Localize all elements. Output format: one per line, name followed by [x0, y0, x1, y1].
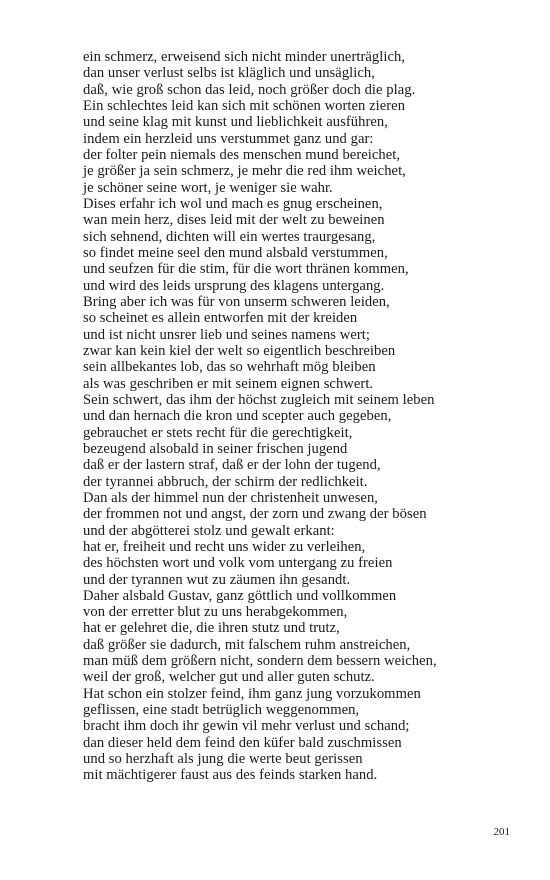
verse-line: daß, wie groß schon das leid, noch größer doch die plag. — [83, 81, 416, 98]
verse-line: weil der groß, welcher gut und aller guten schutz. — [83, 669, 375, 686]
verse-line: daß er der lastern straf, daß er der lohn der tugend, — [83, 457, 381, 474]
verse-line: bracht ihm doch ihr gewin vil mehr verlust und schand; — [83, 718, 410, 735]
verse-line: hat er, freiheit und recht uns wider zu verleihen, — [83, 538, 366, 555]
verse-line: so scheinet es allein entworfen mit der kreiden — [83, 310, 358, 327]
verse-line: Dan als der himmel nun der christenheit unwesen, — [83, 489, 379, 506]
verse-line: und seufzen für die stim, für die wort thränen kommen, — [83, 261, 409, 278]
verse-line: ein schmerz, erweisend sich nicht minder unerträglich, — [83, 49, 406, 65]
verse-line: sein allbekantes lob, das so wehrhaft mög bleiben — [83, 359, 376, 376]
verse-line: Sein schwert, das ihm der höchst zugleich mit seinem leben — [83, 391, 435, 408]
verse-line: je schöner seine wort, je weniger sie wahr. — [83, 179, 333, 196]
verse-line: geflissen, eine stadt betrüglich weggenommen, — [83, 702, 360, 719]
verse-line: der tyrannei abbruch, der schirm der redlichkeit. — [83, 473, 368, 490]
verse-line: dan unser verlust selbs ist kläglich und unsäglich, — [83, 65, 375, 82]
verse-line: der folter pein niemals des menschen mund bereichet, — [83, 146, 401, 163]
verse-line: gebrauchet er stets recht für die gerechtigkeit, — [83, 424, 353, 441]
verse-line: zwar kan kein kiel der welt so eigentlich beschreiben — [83, 342, 396, 359]
verse-line: und der tyrannen wut zu zäumen ihn gesandt. — [83, 571, 351, 588]
verse-line: Ein schlechtes leid kan sich mit schönen worten zieren — [83, 97, 406, 114]
verse-line: und der abgötterei stolz und gewalt erkant: — [83, 522, 335, 539]
verse-line: man müß dem größern nicht, sondern dem bessern weichen, — [83, 653, 437, 670]
verse-line: der frommen not und angst, der zorn und zwang der bösen — [83, 506, 427, 523]
verse-line: sich sehnend, dichten will ein wertes traurgesang, — [83, 228, 376, 245]
verse-line: so findet meine seel den mund alsbald verstummen, — [83, 244, 388, 261]
verse-line: und ist nicht unsrer lieb und seines namens wert; — [83, 326, 370, 343]
verse-line: je größer ja sein schmerz, je mehr die red ihm weichet, — [83, 163, 406, 180]
verse-line: und seine klag mit kunst und lieblichkeit ausführen, — [83, 114, 388, 131]
verse-line: Hat schon ein stolzer feind, ihm ganz jung vorzukommen — [83, 685, 421, 702]
page-number: 201 — [493, 826, 510, 838]
verse-line: und so herzhaft als jung die werte beut gerissen — [83, 751, 363, 768]
verse-line: Dises erfahr ich wol und mach es gnug erscheinen, — [83, 195, 383, 212]
verse-line: wan mein herz, dises leid mit der welt zu beweinen — [83, 212, 385, 229]
verse-line: des höchsten wort und volk vom untergang zu freien — [83, 555, 393, 572]
verse-line: mit mächtigerer faust aus des feinds starken hand. — [83, 767, 378, 784]
verse-line: als was geschriben er mit seinem eignen schwert. — [83, 375, 374, 392]
verse-line: dan dieser held dem feind den küfer bald zuschmissen — [83, 734, 402, 751]
verse-line: Bring aber ich was für von unserm schweren leiden, — [83, 293, 390, 310]
verse-line: und wird des leids ursprung des klagens untergang. — [83, 277, 385, 294]
verse-line: daß größer sie dadurch, mit falschem ruhm anstreichen, — [83, 636, 411, 653]
verse-line: hat er gelehret die, die ihren stutz und trutz, — [83, 620, 340, 637]
poem-text — [83, 49, 483, 784]
verse-line: indem ein herzleid uns verstummet ganz und gar: — [83, 130, 374, 147]
verse-line: von der erretter blut zu uns herabgekommen, — [83, 604, 348, 621]
verse-line: Daher alsbald Gustav, ganz göttlich und vollkommen — [83, 587, 397, 604]
verse-line: bezeugend alsobald in seiner frischen jugend — [83, 440, 348, 457]
verse-line: und dan hernach die kron und scepter auch gegeben, — [83, 408, 392, 425]
